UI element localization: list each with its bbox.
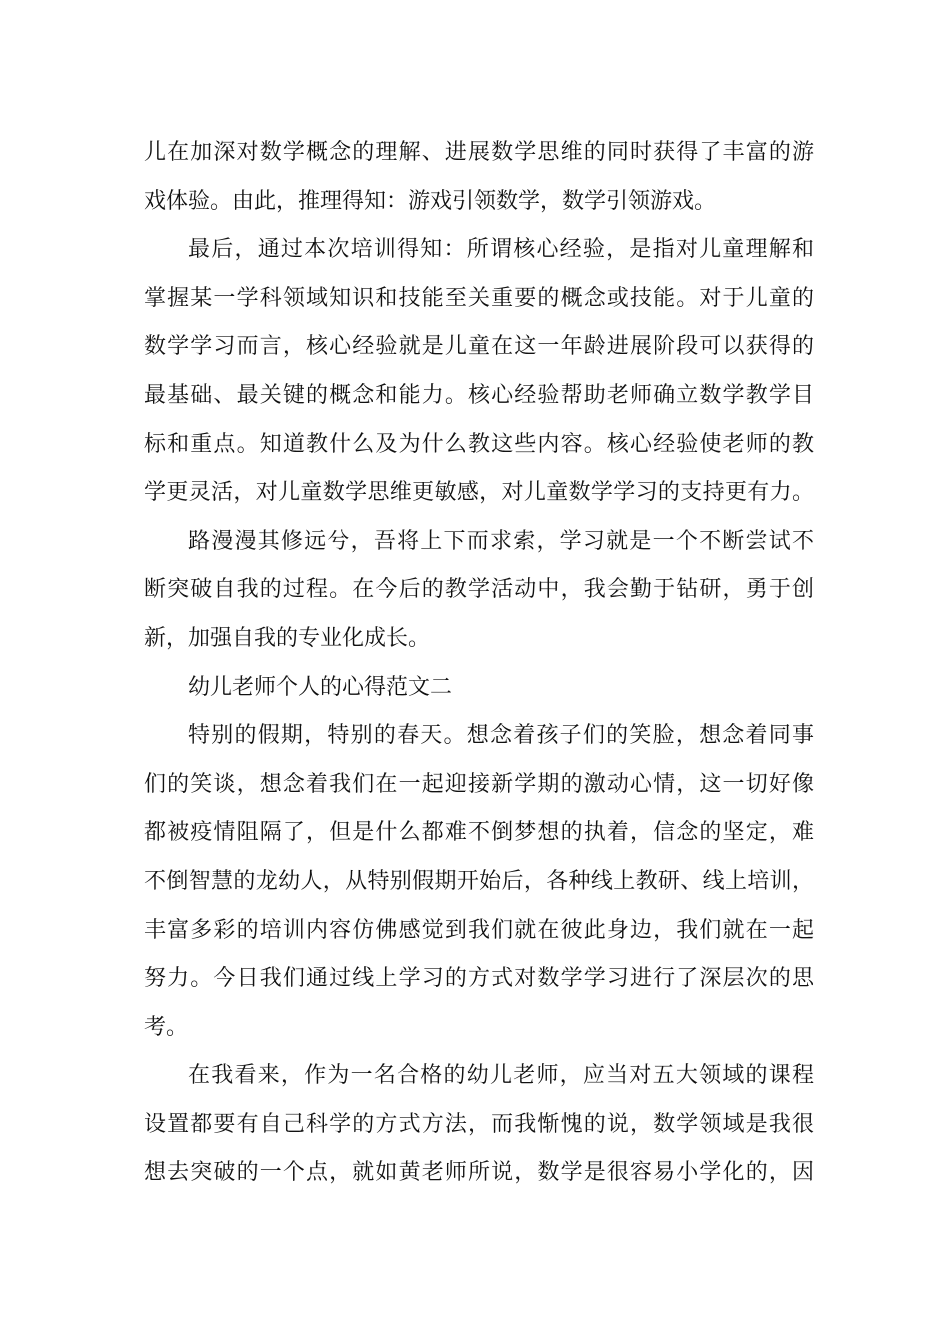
text-line: 在我看来，作为一名合格的幼儿老师，应当对五大领域的课程 — [188, 1063, 814, 1089]
text-line: 学更灵活，对儿童数学思维更敏感，对儿童数学学习的支持更有力。 — [144, 480, 814, 506]
section-heading: 幼儿老师个人的心得范文二 — [188, 674, 453, 700]
text-line: 们的笑谈，想念着我们在一起迎接新学期的激动心情，这一切好像 — [144, 771, 814, 797]
text-line: 掌握某一学科领域知识和技能至关重要的概念或技能。对于儿童的 — [144, 285, 814, 311]
text-line: 特别的假期，特别的春天。想念着孩子们的笑脸，想念着同事 — [188, 723, 814, 749]
text-line: 戏体验。由此，推理得知：游戏引领数学，数学引领游戏。 — [144, 188, 717, 214]
text-line: 路漫漫其修远兮，吾将上下而求索，学习就是一个不断尝试不 — [188, 528, 814, 554]
text-line: 最后，通过本次培训得知：所谓核心经验，是指对儿童理解和 — [188, 237, 814, 263]
text-line: 断突破自我的过程。在今后的教学活动中，我会勤于钻研，勇于创 — [144, 577, 814, 603]
text-line: 不倒智慧的龙幼人，从特别假期开始后，各种线上教研、线上培训， — [144, 868, 814, 894]
text-line: 都被疫情阻隔了，但是什么都难不倒梦想的执着，信念的坚定，难 — [144, 820, 814, 846]
text-line: 标和重点。知道教什么及为什么教这些内容。核心经验使老师的教 — [144, 431, 814, 457]
text-line: 最基础、最关键的概念和能力。核心经验帮助老师确立数学教学目 — [144, 382, 814, 408]
text-line: 想去突破的一个点，就如黄老师所说，数学是很容易小学化的，因 — [144, 1160, 814, 1186]
text-line: 努力。今日我们通过线上学习的方式对数学学习进行了深层次的思 — [144, 966, 814, 992]
text-line: 丰富多彩的培训内容仿佛感觉到我们就在彼此身边，我们就在一起 — [144, 917, 814, 943]
text-line: 儿在加深对数学概念的理解、进展数学思维的同时获得了丰富的游 — [144, 140, 814, 165]
text-line: 新，加强自我的专业化成长。 — [144, 625, 431, 651]
text-line: 考。 — [144, 1014, 189, 1040]
text-line: 设置都要有自己科学的方式方法，而我惭愧的说，数学领域是我很 — [144, 1111, 814, 1137]
document-body — [144, 129, 814, 1198]
text-line: 数学学习而言，核心经验就是儿童在这一年龄进展阶段可以获得的 — [144, 334, 814, 360]
